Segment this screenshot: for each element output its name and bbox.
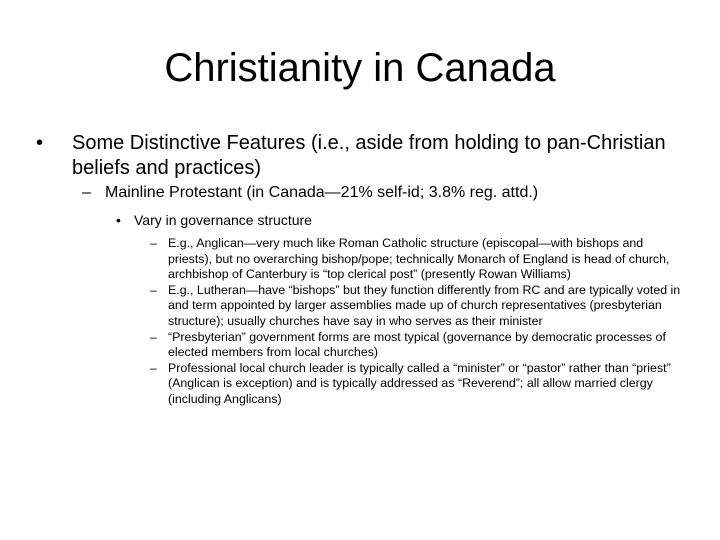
bullet-dash-icon: – bbox=[150, 236, 157, 250]
bullet-level3-text: Vary in governance structure bbox=[134, 212, 312, 228]
list-item-text: Professional local church leader is typically called a “minister” or “pastor” rather than “priest” (Anglican is exception) and is typically addressed as “Reverend”; all allow married clergy (including Anglicans) bbox=[168, 360, 671, 406]
bullet-level4-list bbox=[150, 236, 685, 408]
bullet-level2 bbox=[82, 183, 692, 203]
bullet-level1-text: Some Distinctive Features (i.e., aside from holding to pan-Christian beliefs and practices) bbox=[72, 132, 666, 179]
list-item-text: E.g., Lutheran—have “bishops” but they function differently from RC and are typically voted in and term appointed by larger assemblies made up of church representatives (presbyterian structure); usually churches have say in who serves as their minister bbox=[168, 282, 681, 328]
list-item-text: E.g., Anglican—very much like Roman Catholic structure (episcopal—with bishops and priests), but no overarching bishop/pope; technically Monarch of England is head of church, archbishop of Canterbury is “top clerical post” (presently Rowan Williams) bbox=[168, 236, 670, 282]
list-item bbox=[150, 330, 685, 361]
bullet-level3 bbox=[116, 211, 676, 229]
list-item bbox=[150, 361, 685, 408]
bullet-dot-icon: • bbox=[116, 212, 121, 228]
bullet-dot-icon: • bbox=[36, 132, 44, 154]
bullet-level1 bbox=[36, 131, 686, 181]
list-item bbox=[150, 283, 685, 330]
bullet-level2-text: Mainline Protestant (in Canada—21% self-id; 3.8% reg. attd.) bbox=[105, 184, 539, 201]
bullet-dash-icon: – bbox=[150, 329, 157, 344]
bullet-dash-icon: – bbox=[150, 282, 157, 297]
bullet-dash-icon: – bbox=[150, 360, 157, 375]
slide-title: Christianity in Canada bbox=[164, 46, 556, 90]
list-item bbox=[150, 236, 685, 283]
list-item-text: “Presbyterian” government forms are most typical (governance by democratic processes of elected members from local churches) bbox=[168, 329, 666, 360]
bullet-dash-icon: – bbox=[82, 184, 91, 201]
